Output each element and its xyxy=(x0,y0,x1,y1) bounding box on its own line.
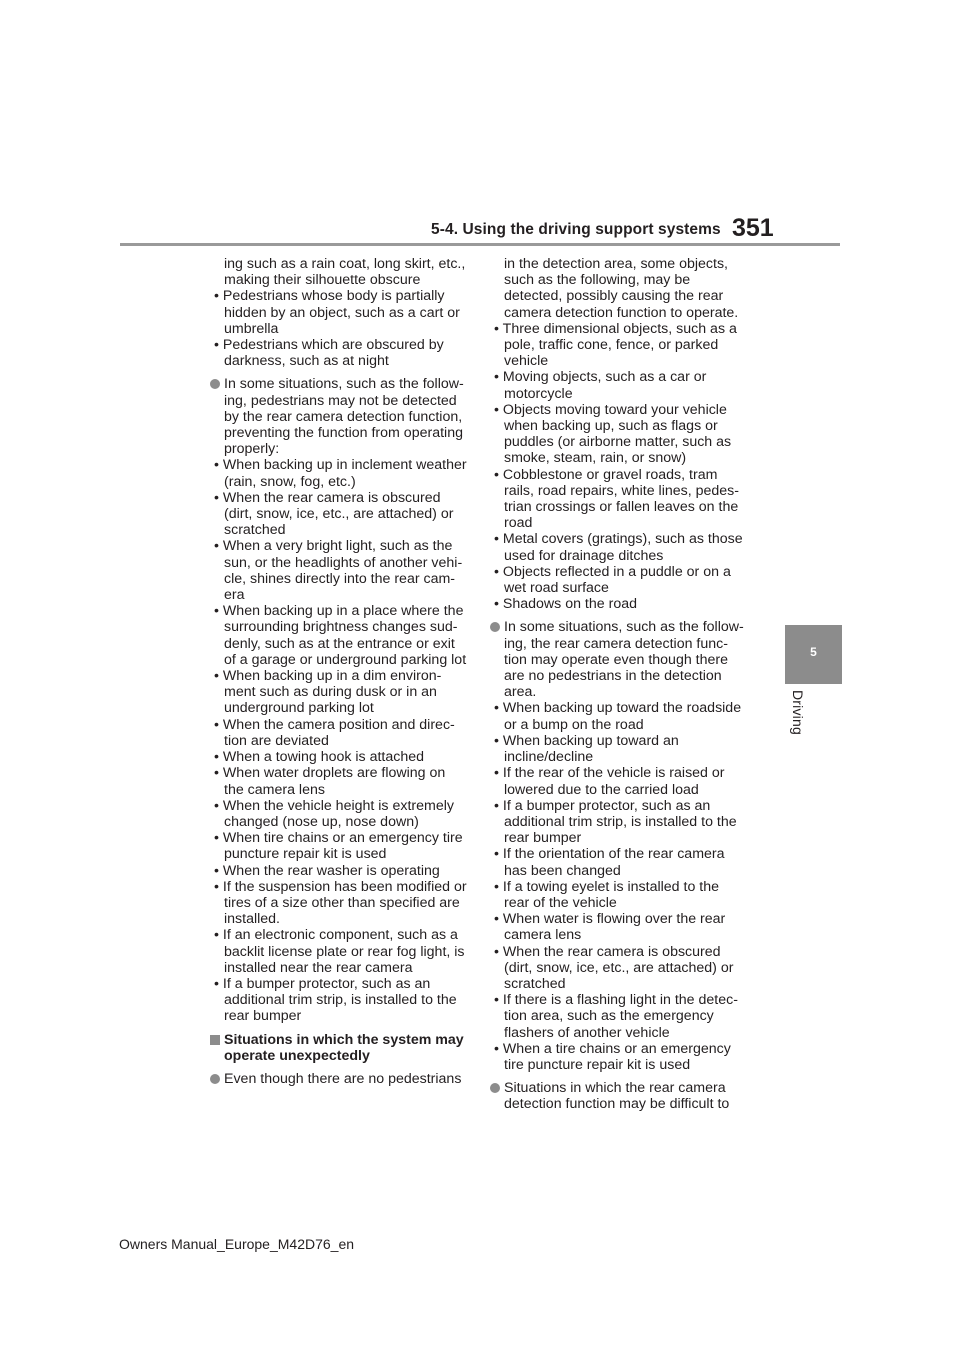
continued-paragraph: in the detection area, some objects, such as the following, may be detected, possibly causing the rear camera detection function to operate. xyxy=(504,256,739,321)
page-number: 351 xyxy=(732,214,774,242)
footer-text: Owners Manual_Europe_M42D76_en xyxy=(119,1236,355,1252)
bullet-list-item: • When the rear washer is operating xyxy=(214,862,440,879)
bullet-list-item: • If a towing eyelet is installed to the rear of the vehicle xyxy=(494,878,719,911)
bullet-list-item: • When backing up toward an incline/decline xyxy=(494,732,679,766)
bullet-list-item: • When the vehicle height is extremely changed (nose up, nose down) xyxy=(214,797,454,830)
bullet-list-item: • Metal covers (gratings), such as those used for drainage ditches xyxy=(494,531,743,564)
bullet-list-item: • When backing up in a dim environ-ment such as during dusk or in an underground parking lot xyxy=(214,668,442,717)
bullet-list-item: • If an electronic component, such as a backlit license plate or rear fog light, is installed near the rear camera xyxy=(214,927,465,976)
circle-bullet-paragraph: Even though there are no pedestrians xyxy=(210,1071,468,1087)
continued-paragraph: ing such as a rain coat, long skirt, etc., making their silhouette obscure xyxy=(224,256,466,289)
bullet-list-item: • When backing up toward the roadside or a bump on the road xyxy=(494,700,742,733)
bullet-list-item: • When water is flowing over the rear camera lens xyxy=(494,911,726,944)
bullet-list-item: • If the rear of the vehicle is raised or lowered due to the carried load xyxy=(494,765,725,798)
left-column xyxy=(210,256,468,1087)
bullet-list-item: • If a bumper protector, such as an additional trim strip, is installed to the rear bumper xyxy=(494,797,737,847)
bullet-list-item: • When a tire chains or an emergency tire puncture repair kit is used xyxy=(494,1040,731,1073)
bullet-list-item: • When tire chains or an emergency tire puncture repair kit is used xyxy=(214,830,463,863)
bullet-list-item: • When a towing hook is attached xyxy=(214,749,425,766)
header-divider xyxy=(120,243,840,246)
bullet-list-item: • Shadows on the road xyxy=(494,596,637,613)
chapter-name-label: Driving xyxy=(790,690,806,735)
bullet-list-item: • When backing up in inclement weather (rain, snow, fog, etc.) xyxy=(214,457,467,490)
bullet-list-item: • When water droplets are flowing on the camera lens xyxy=(214,765,446,798)
bullet-list-item: • Moving objects, such as a car or motorcycle xyxy=(494,369,707,402)
circle-bullet-paragraph: Situations in which the rear camera detection function may be difficult to xyxy=(490,1080,748,1112)
bullet-list-item: • Pedestrians which are obscured by darkness, such as at night xyxy=(214,337,444,370)
bullet-list-item: • When the camera position and direc-tion are deviated xyxy=(214,716,455,749)
bullet-list-item: • If a bumper protector, such as an additional trim strip, is installed to the rear bumper xyxy=(214,975,457,1025)
chapter-number-tab: 5 xyxy=(785,625,842,684)
bullet-list-item: • When a very bright light, such as the sun, or the headlights of another vehi-cle, shines directly into the rear cam-era xyxy=(214,538,463,604)
bullet-list-item: • Cobblestone or gravel roads, tram rails, road repairs, white lines, pedes-trian crossings or fallen leaves on the road xyxy=(494,466,739,532)
bullet-list-item: • When the rear camera is obscured (dirt, snow, ice, etc., are attached) or scratched xyxy=(494,943,734,992)
right-column xyxy=(490,256,748,1113)
bullet-list-item: • Three dimensional objects, such as a pole, traffic cone, fence, or parked vehicle xyxy=(494,320,737,370)
bullet-list-item: • When backing up in a place where the surrounding brightness changes sud-denly, such as at the entrance or exit of a garage or underground parking lot xyxy=(214,603,467,668)
section-title: 5-4. Using the driving support systems xyxy=(431,221,721,238)
bullet-list-item: • If there is a flashing light in the detec-tion area, such as the emergency flashers of another vehicle xyxy=(494,992,738,1041)
bullet-list-item: • If the orientation of the rear camera has been changed xyxy=(494,846,725,879)
bullet-list-item: • Objects moving toward your vehicle when backing up, such as flags or puddles (or airborne matter, such as smoke, steam, rain, or snow) xyxy=(494,401,732,467)
bullet-list-item: • Pedestrians whose body is partially hidden by an object, such as a cart or umbrella xyxy=(214,288,460,337)
circle-bullet-paragraph: In some situations, such as the follow-ing, the rear camera detection func-tion may operate even though there are no pedestrians in the detection area. xyxy=(490,619,748,700)
bullet-list-item: • When the rear camera is obscured (dirt, snow, ice, etc., are attached) or scratched xyxy=(214,489,454,539)
section-subheading: Situations in which the system may operate unexpectedly xyxy=(210,1032,468,1064)
bullet-list-item: • If the suspension has been modified or tires of a size other than specified are installed. xyxy=(214,878,467,928)
circle-bullet-paragraph: In some situations, such as the follow-ing, pedestrians may not be detected by the rear camera detection function, preventing the function from operating properly: xyxy=(210,376,468,457)
bullet-list-item: • Objects reflected in a puddle or on a wet road surface xyxy=(494,563,731,597)
